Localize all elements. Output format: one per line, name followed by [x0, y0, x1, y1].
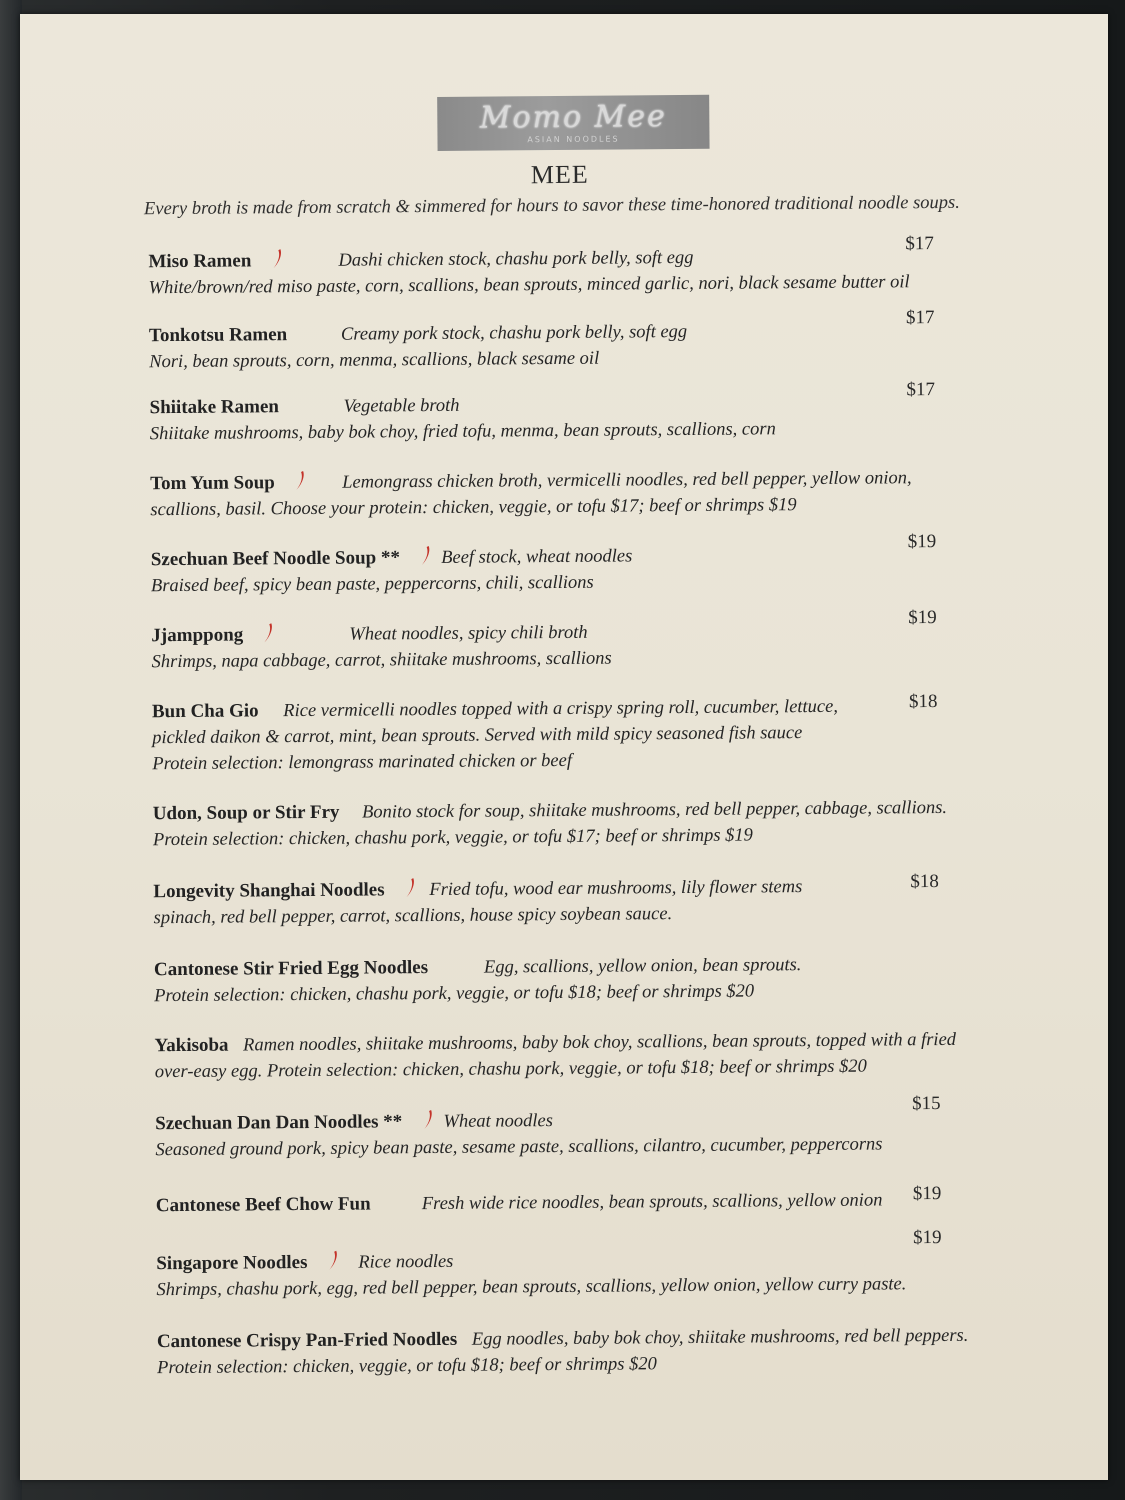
- menu-item-description: Creamy pork stock, chashu pork belly, soft egg: [340, 321, 688, 345]
- menu-item-longevity-shanghai-noodles: [153, 873, 993, 932]
- menu-item-price: $19: [912, 1183, 942, 1205]
- menu-item-ingredients: Protein selection: chicken, chashu pork, veggie, or tofu $17; beef or shrimps $19: [152, 825, 753, 851]
- menu-item-description: Wheat noodles: [443, 1111, 554, 1132]
- menu-item-price: $18: [910, 871, 939, 893]
- menu-item-description: Bonito stock for soup, shiitake mushrooms, red bell pepper, cabbage, scallions.: [362, 797, 948, 823]
- menu-item-price: $15: [911, 1093, 941, 1115]
- menu-item-price: $17: [905, 233, 934, 255]
- menu-item-yakisoba: [154, 1027, 994, 1086]
- menu-item-protein: over-easy egg. Protein selection: chicken, chashu pork, veggie, or tofu $18; beef or shrimps $20: [154, 1056, 867, 1083]
- menu-item-description: Fried tofu, wood ear mushrooms, lily flower stems: [429, 877, 803, 901]
- menu-item-price: $19: [913, 1227, 942, 1249]
- chili-icon: [403, 877, 417, 899]
- menu-item-ingredients: Shrimps, chashu pork, egg, red bell pepper, bean sprouts, scallions, yellow onion, yellow curry paste.: [156, 1274, 907, 1301]
- menu-item-line-2: [156, 1271, 996, 1304]
- chili-icon: [293, 470, 307, 492]
- menu-item-miso-ramen: [148, 233, 988, 302]
- menu-item-name: Yakisoba: [154, 1034, 229, 1057]
- chili-icon: [270, 248, 284, 270]
- menu-item-line-3: [152, 745, 992, 778]
- menu-item-bun-cha-gio: [152, 693, 993, 778]
- menu-item-ingredients: spinach, red bell pepper, carrot, scallions, house spicy soybean sauce.: [153, 904, 673, 929]
- menu-item-cantonese-beef-chow-fun: [155, 1183, 996, 1220]
- menu-item-line-2: [151, 567, 991, 600]
- menu-item-description: Fresh wide rice noodles, bean sprouts, scallions, yellow onion: [421, 1190, 883, 1215]
- menu-item-name: Szechuan Beef Noodle Soup **: [150, 547, 400, 571]
- menu-item-protein: Protein selection: chicken, veggie, or tofu $18; beef or shrimps $20: [157, 1354, 657, 1379]
- chili-icon: [326, 1250, 340, 1272]
- menu-item-tonkotsu-ramen: [148, 307, 989, 376]
- menu-item-shiitake-ramen: [149, 379, 989, 448]
- menu-item-name: Szechuan Dan Dan Noodles **: [155, 1111, 403, 1135]
- menu-item-price: $19: [907, 531, 937, 553]
- chili-icon: [421, 1109, 435, 1131]
- menu-item-ingredients: Braised beef, spicy bean paste, peppercorns, chili, scallions: [150, 572, 594, 597]
- menu-item-name: Miso Ramen: [148, 250, 252, 273]
- menu-item-description: Rice noodles: [358, 1251, 454, 1273]
- menu-item-description: Egg, scallions, yellow onion, bean sprouts.: [483, 955, 802, 978]
- menu-item-name: Longevity Shanghai Noodles: [153, 879, 385, 903]
- menu-item-line-1: [155, 1183, 996, 1220]
- menu-item-description: Lemongrass chicken broth, vermicelli noodles, red bell pepper, yellow onion,: [342, 468, 912, 493]
- menu-item-protein: Protein selection: lemongrass marinated chicken or beef: [152, 750, 573, 775]
- menu-item-ingredients: Seasoned ground pork, spicy bean paste, sesame paste, scallions, cilantro, cucumber, peppercorns: [155, 1134, 883, 1161]
- menu-item-szechuan-dan-dan-noodles: [155, 1093, 995, 1164]
- logo-tagline: ASIAN NOODLES: [527, 134, 620, 144]
- chili-icon: [262, 622, 276, 644]
- menu-item-price: $17: [905, 307, 935, 329]
- menu-item-description: Vegetable broth: [343, 395, 460, 417]
- menu-item-name: Jjamppong: [151, 624, 244, 647]
- menu-item-szechuan-beef-noodle-soup: [150, 531, 991, 600]
- menu-item-description: Egg noodles, baby bok choy, shiitake mushrooms, red bell peppers.: [471, 1325, 969, 1350]
- menu-item-name: Udon, Soup or Stir Fry: [152, 801, 340, 825]
- menu-item-description: Rice vermicelli noodles topped with a crispy spring roll, cucumber, lettuce,: [283, 696, 839, 722]
- menu-item-ingredients: Shrimps, napa cabbage, carrot, shiitake mushrooms, scallions: [151, 648, 612, 673]
- menu-page: [20, 14, 1108, 1480]
- menu-item-line-2: [157, 1349, 997, 1382]
- menu-item-tom-yum-soup: [150, 465, 990, 524]
- section-title: MEE: [530, 159, 589, 190]
- menu-item-line-2: [149, 343, 989, 376]
- menu-item-name: Bun Cha Gio: [151, 700, 259, 723]
- menu-item-description: Wheat noodles, spicy chili broth: [349, 622, 588, 645]
- menu-item-name: Tom Yum Soup: [150, 472, 275, 495]
- menu-item-name: Cantonese Crispy Pan-Fried Noodles: [156, 1328, 458, 1353]
- restaurant-logo: [437, 95, 709, 151]
- menu-item-line-2: [154, 977, 994, 1010]
- menu-item-name: Cantonese Stir Fried Egg Noodles: [153, 957, 429, 981]
- menu-item-line-2: [153, 821, 993, 854]
- menu-item-line-2: [153, 899, 993, 932]
- menu-item-description: Ramen noodles, shiitake mushrooms, baby bok choy, scallions, bean sprouts, topped with a fried: [243, 1029, 957, 1056]
- menu-item-price: $18: [908, 691, 938, 713]
- menu-item-price: $19: [908, 607, 937, 629]
- menu-item-line-2: [155, 1053, 995, 1086]
- menu-item-line-2: [155, 1131, 995, 1164]
- menu-item-line-2: [149, 269, 989, 302]
- menu-item-ingredients: White/brown/red miso paste, corn, scallions, bean sprouts, minced garlic, nori, black sesame butter oil: [148, 272, 910, 299]
- menu-item-cantonese-stir-fried-egg-noodles: [154, 951, 994, 1010]
- menu-item-ingredients: pickled daikon & carrot, mint, bean sprouts. Served with mild spicy seasoned fish sauce: [152, 723, 803, 749]
- menu-item-ingredients: Nori, bean sprouts, corn, menma, scallions, black sesame oil: [149, 348, 600, 373]
- menu-item-udon: [153, 795, 993, 854]
- section-intro: Every broth is made from scratch & simmered for hours to savor these time-honored traditional noodle soups.: [143, 192, 960, 220]
- menu-item-line-2: [150, 491, 990, 524]
- menu-item-jjamppong: [151, 607, 991, 676]
- menu-item-ingredients: scallions, basil. Choose your protein: chicken, veggie, or tofu $17; beef or shrimps $19: [150, 495, 797, 521]
- menu-item-protein: Protein selection: chicken, chashu pork, veggie, or tofu $18; beef or shrimps $20: [154, 981, 755, 1007]
- menu-item-description: Dashi chicken stock, chashu pork belly, soft egg: [338, 247, 694, 271]
- chili-icon: [418, 545, 432, 567]
- menu-item-cantonese-crispy-pan-fried-noodles: [157, 1323, 997, 1382]
- menu-page-content: [15, 10, 1114, 1484]
- menu-item-description: Beef stock, wheat noodles: [441, 546, 633, 568]
- menu-item-singapore-noodles: [156, 1227, 996, 1304]
- logo-name: Momo Mee: [479, 98, 667, 136]
- menu-item-ingredients: Shiitake mushrooms, baby bok choy, fried tofu, menma, bean sprouts, scallions, corn: [149, 419, 776, 445]
- menu-item-line-2: [150, 415, 990, 448]
- menu-item-name: Shiitake Ramen: [149, 396, 279, 419]
- menu-item-name: Tonkotsu Ramen: [148, 324, 288, 347]
- menu-item-name: Cantonese Beef Chow Fun: [155, 1193, 371, 1217]
- menu-item-price: $17: [906, 379, 936, 401]
- menu-item-name: Singapore Noodles: [156, 1252, 308, 1275]
- menu-item-line-2: [151, 643, 991, 676]
